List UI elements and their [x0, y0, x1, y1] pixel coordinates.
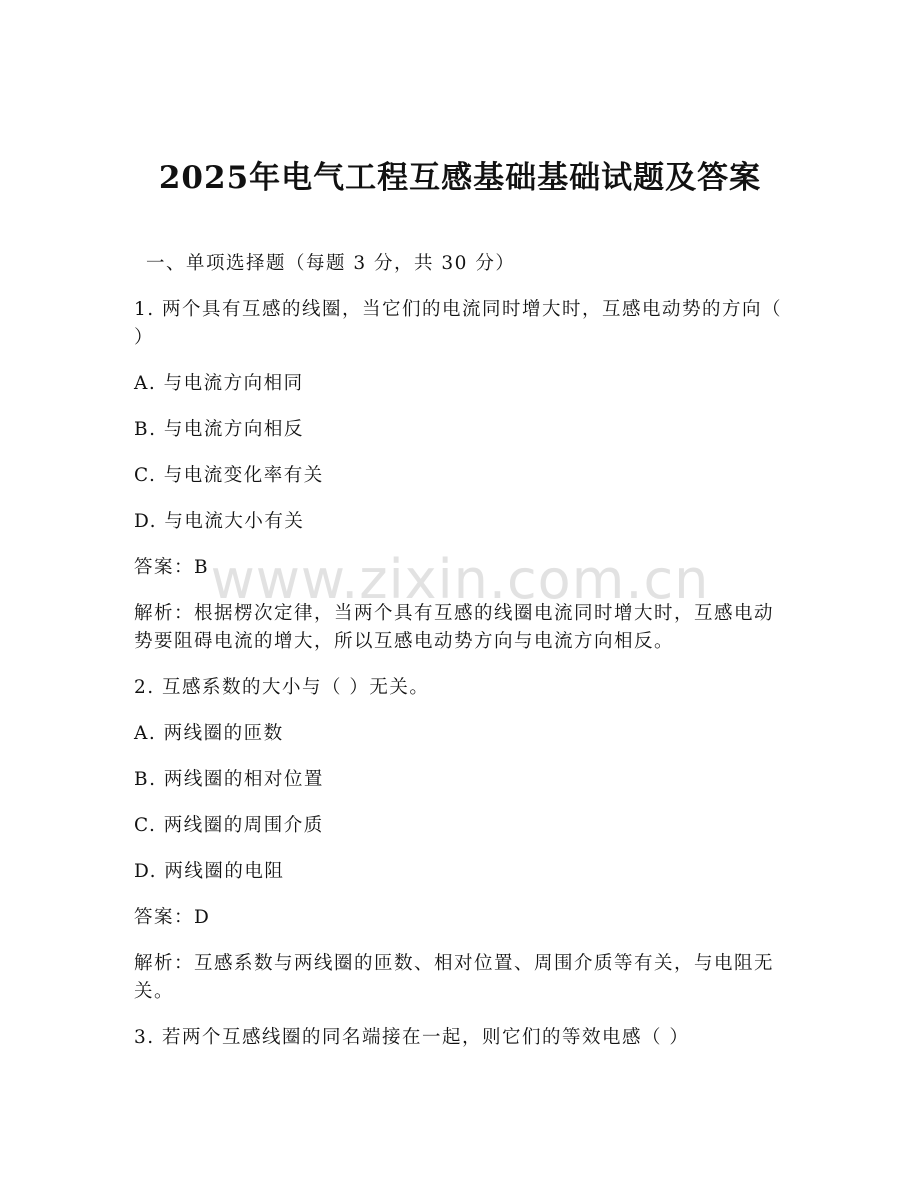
- watermark: www.zixin.com.cn: [210, 548, 710, 611]
- analysis: 解析：互感系数与两线圈的匝数、相对位置、周围介质等有关，与电阻无关。: [134, 953, 775, 1002]
- section-header: 一、单项选择题（每题 3 分，共 30 分）: [146, 253, 516, 274]
- answer: 答案：D: [134, 907, 211, 928]
- option-d: D. 两线圈的电阻: [134, 861, 285, 882]
- question-2: [134, 674, 784, 1006]
- option-d: D. 与电流大小有关: [134, 511, 305, 532]
- answer: 答案：B: [134, 557, 210, 578]
- document-body: [134, 250, 784, 1070]
- option-b: B. 与电流方向相反: [134, 419, 304, 440]
- question-stem: 3. 若两个互感线圈的同名端接在一起，则它们的等效电感（ ）: [134, 1027, 690, 1048]
- question-3: [134, 1024, 784, 1052]
- option-a: A. 两线圈的匝数: [134, 723, 284, 744]
- question-stem: 2. 互感系数的大小与（ ）无关。: [134, 677, 430, 698]
- document-title: 2025年电气工程互感基础基础试题及答案: [158, 160, 762, 196]
- option-a: A. 与电流方向相同: [134, 373, 304, 394]
- question-stem: 1. 两个具有互感的线圈，当它们的电流同时增大时，互感电动势的方向（ ）: [134, 299, 783, 348]
- option-c: C. 两线圈的周围介质: [134, 815, 324, 836]
- option-c: C. 与电流变化率有关: [134, 465, 324, 486]
- analysis: 解析：根据楞次定律，当两个具有互感的线圈电流同时增大时，互感电动势要阻碍电流的增大，所以互感电动势方向与电流方向相反。: [134, 603, 775, 652]
- option-b: B. 两线圈的相对位置: [134, 769, 324, 790]
- question-1: [134, 296, 784, 656]
